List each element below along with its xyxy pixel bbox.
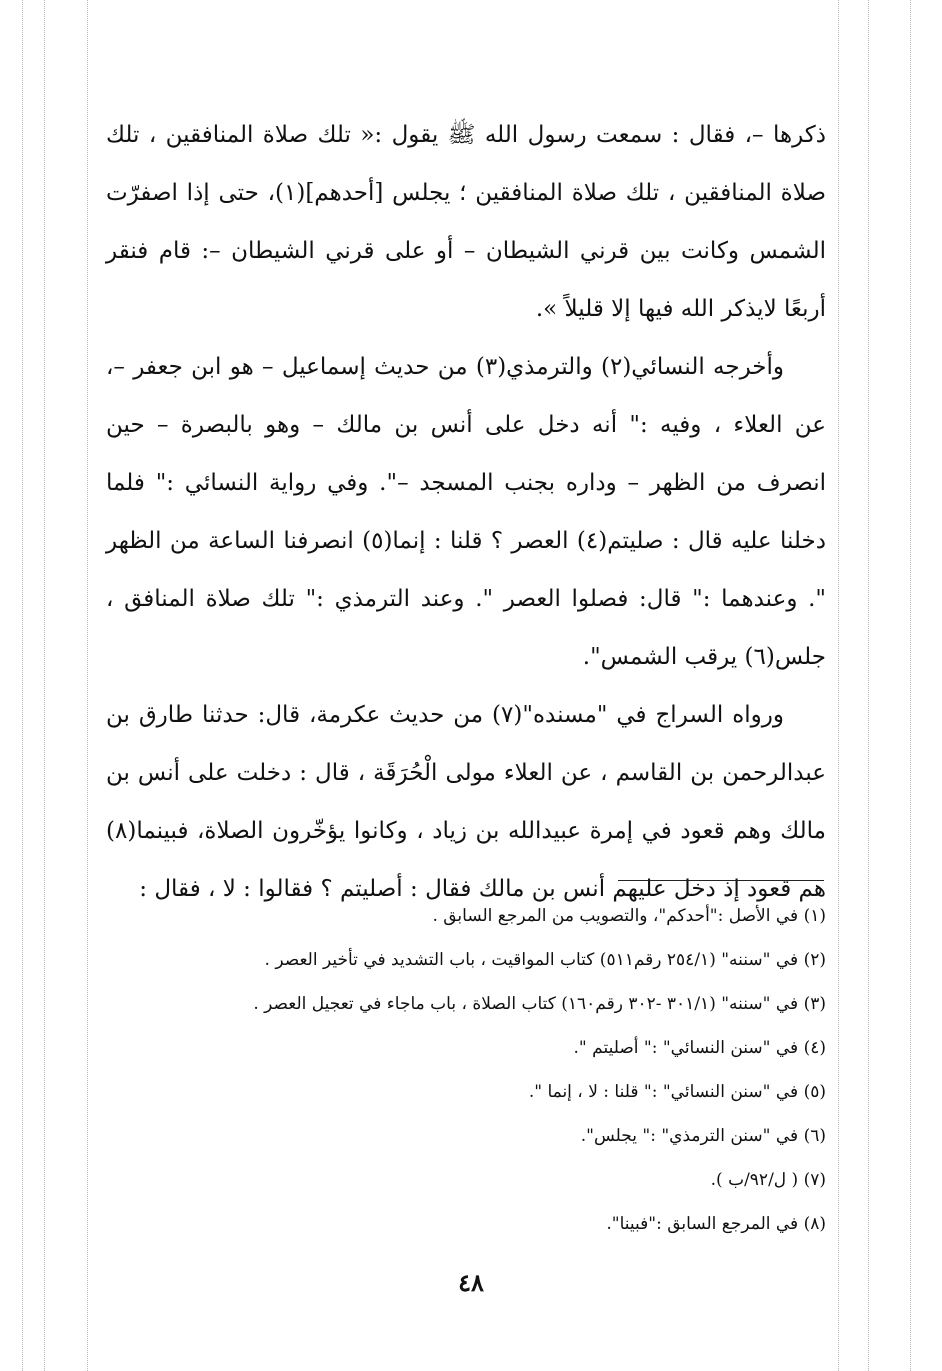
- margin-guide-line: [22, 0, 23, 1371]
- footnote: (٢) في "سننه" (٢٥٤/١ رقم٥١١) كتاب المواقيت ، باب التشديد في تأخير العصر .: [264, 950, 826, 970]
- footnote: (٨) في المرجع السابق :"فبينا".: [606, 1214, 826, 1234]
- margin-guide-line: [838, 0, 839, 1371]
- margin-guide-line: [910, 0, 911, 1371]
- footnote: (٤) في "سنن النسائي" :" أصليتم ".: [573, 1038, 826, 1058]
- footnote-separator: [618, 880, 824, 881]
- paragraph: ورواه السراج في "مسنده"(٧) من حديث عكرمة، قال: حدثنا طارق بن عبدالرحمن بن القاسم ، عن العلاء مولى الْحُرَقَة ، قال : دخلت على أنس بن مالك وهم قعود في إمرة عبيدالله بن زياد ، وكانوا يؤخّرون الصلاة، فبينما(٨) هم قعود إذ دخل عليهم أنس بن مالك فقال : أصليتم ؟ فقالوا : لا ، فقال :: [106, 702, 826, 902]
- paragraph: وأخرجه النسائي(٢) والترمذي(٣) من حديث إسماعيل – هو ابن جعفر –، عن العلاء ، وفيه :" أنه دخل على أنس بن مالك – وهو بالبصرة – حين انصرف من الظهر – وداره بجنب المسجد –". وفي رواية النسائي :" فلما دخلنا عليه قال : صليتم(٤) العصر ؟ قلنا : إنما(٥) انصرفنا الساعة من الظهر ". وعندهما :" قال: فصلوا العصر ". وعند الترمذي :" تلك صلاة المنافق ، جلس(٦) يرقب الشمس".: [106, 354, 826, 670]
- main-text: [106, 106, 826, 918]
- footnote: (٧) ( ل/٩٢/ب ).: [710, 1170, 826, 1190]
- margin-guide-line: [868, 0, 869, 1371]
- footnote: (١) في الأصل :"أحدكم"، والتصويب من المرجع السابق .: [432, 906, 826, 926]
- margin-guide-line: [87, 0, 88, 1371]
- footnotes-list: [106, 894, 826, 1246]
- paragraph: ذكرها –، فقال : سمعت رسول الله ﷺ يقول :« تلك صلاة المنافقين ، تلك صلاة المنافقين ، تلك صلاة المنافقين ؛ يجلس [أحدهم](١)، حتى إذا اصفرّت الشمس وكانت بين قرني الشيطان – أو على قرني الشيطان –: قام فنقر أربعًا لايذكر الله فيها إلا قليلاً ».: [106, 122, 826, 322]
- footnote: (٣) في "سننه" (٣٠١/١ -٣٠٢ رقم١٦٠) كتاب الصلاة ، باب ماجاء في تعجيل العصر .: [253, 994, 826, 1014]
- margin-guide-line: [44, 0, 45, 1371]
- footnote: (٦) في "سنن الترمذي" :" يجلس".: [580, 1126, 826, 1146]
- footnote: (٥) في "سنن النسائي" :" قلنا : لا ، إنما ".: [528, 1082, 826, 1102]
- page-number: ٤٨: [458, 1268, 484, 1297]
